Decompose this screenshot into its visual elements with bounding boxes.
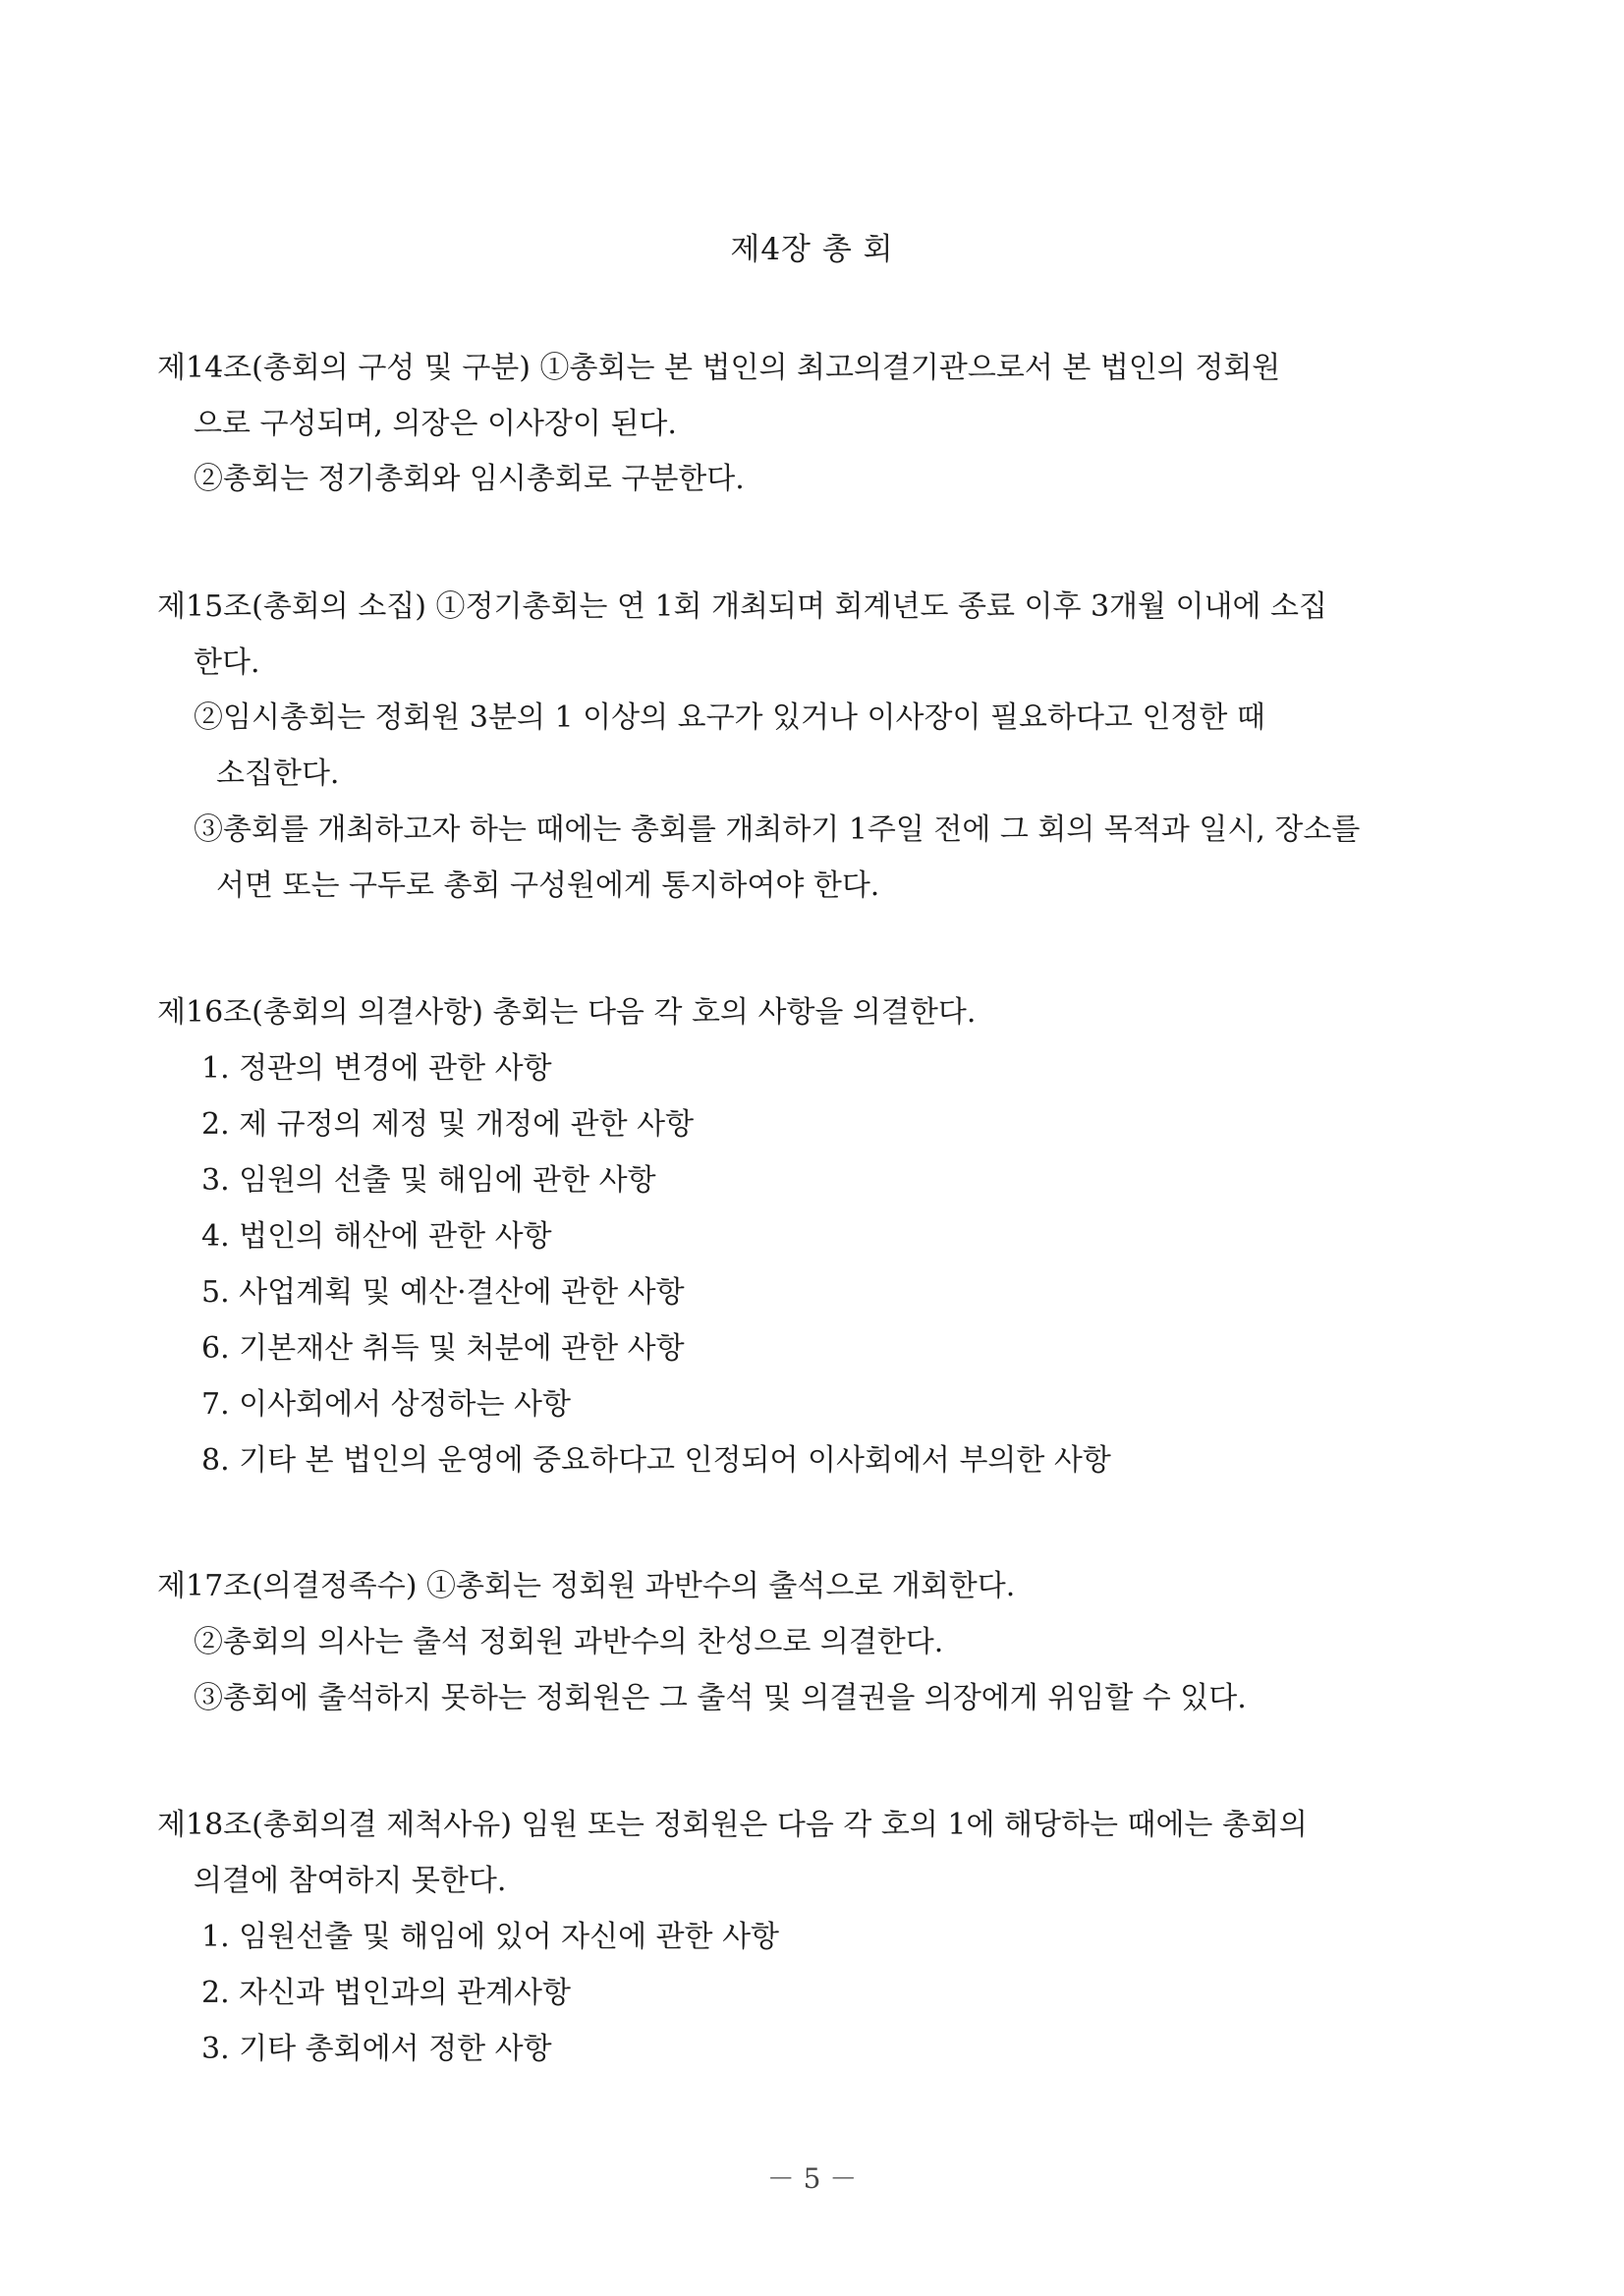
chapter-title: 제4장 총 회 [730,232,894,267]
article-15-paragraph-2: ②임시총회는 정회원 3분의 1 이상의 요구가 있거나 이사장이 필요하다고 인정한 때 [194,700,1265,735]
article-15-paragraph-3-continuation: 서면 또는 구두로 총회 구성원에게 통지하여야 한다. [216,868,880,903]
article-18-continuation: 의결에 참여하지 못한다. [194,1864,507,1898]
article-14-paragraph-2: ②총회는 정기총회와 임시총회로 구분한다. [194,462,745,496]
article-16-item: 4. 법인의 해산에 관한 사항 [201,1219,552,1254]
article-16-item: 2. 제 규정의 제정 및 개정에 관한 사항 [201,1107,695,1142]
article-17-paragraph-2: ②총회의 의사는 출석 정회원 과반수의 찬성으로 의결한다. [194,1625,944,1659]
article-14-heading: 제14조(총회의 구성 및 구분) ①총회는 본 법인의 최고의결기관으로서 본 법인의 정회원 [157,351,1281,385]
article-15-paragraph-2-continuation: 소집한다. [216,756,340,791]
article-18-item: 1. 임원선출 및 해임에 있어 자신에 관한 사항 [201,1920,780,1954]
article-18-item: 3. 기타 총회에서 정한 사항 [201,2032,552,2066]
article-16-item: 7. 이사회에서 상정하는 사항 [201,1387,572,1422]
article-15-heading: 제15조(총회의 소집) ①정기총회는 연 1회 개최되며 회계년도 종료 이후 3개월 이내에 소집 [157,589,1327,624]
article-16-item: 3. 임원의 선출 및 해임에 관한 사항 [201,1163,656,1198]
article-16-item: 6. 기본재산 취득 및 처분에 관한 사항 [201,1331,685,1366]
article-16-item: 8. 기타 본 법인의 운영에 중요하다고 인정되어 이사회에서 부의한 사항 [201,1443,1111,1478]
article-16-heading: 제16조(총회의 의결사항) 총회는 다음 각 호의 사항을 의결한다. [157,995,977,1030]
article-14-continuation: 으로 구성되며, 의장은 이사장이 된다. [194,407,677,441]
article-17-paragraph-3: ③총회에 출석하지 못하는 정회원은 그 출석 및 의결권을 의장에게 위임할 수 있다. [194,1681,1247,1715]
article-15-continuation: 한다. [194,645,260,680]
article-18-item: 2. 자신과 법인과의 관계사항 [201,1976,572,2010]
article-16-item: 1. 정관의 변경에 관한 사항 [201,1051,552,1086]
article-17-heading: 제17조(의결정족수) ①총회는 정회원 과반수의 출석으로 개회한다. [157,1569,1016,1603]
article-15-paragraph-3: ③총회를 개최하고자 하는 때에는 총회를 개최하기 1주일 전에 그 회의 목적과 일시, 장소를 [194,812,1361,847]
page-number: － 5 － [766,2162,858,2195]
article-16-item: 5. 사업계획 및 예산·결산에 관한 사항 [201,1275,685,1310]
article-18-heading: 제18조(총회의결 제척사유) 임원 또는 정회원은 다음 각 호의 1에 해당하는 때에는 총회의 [157,1808,1308,1842]
